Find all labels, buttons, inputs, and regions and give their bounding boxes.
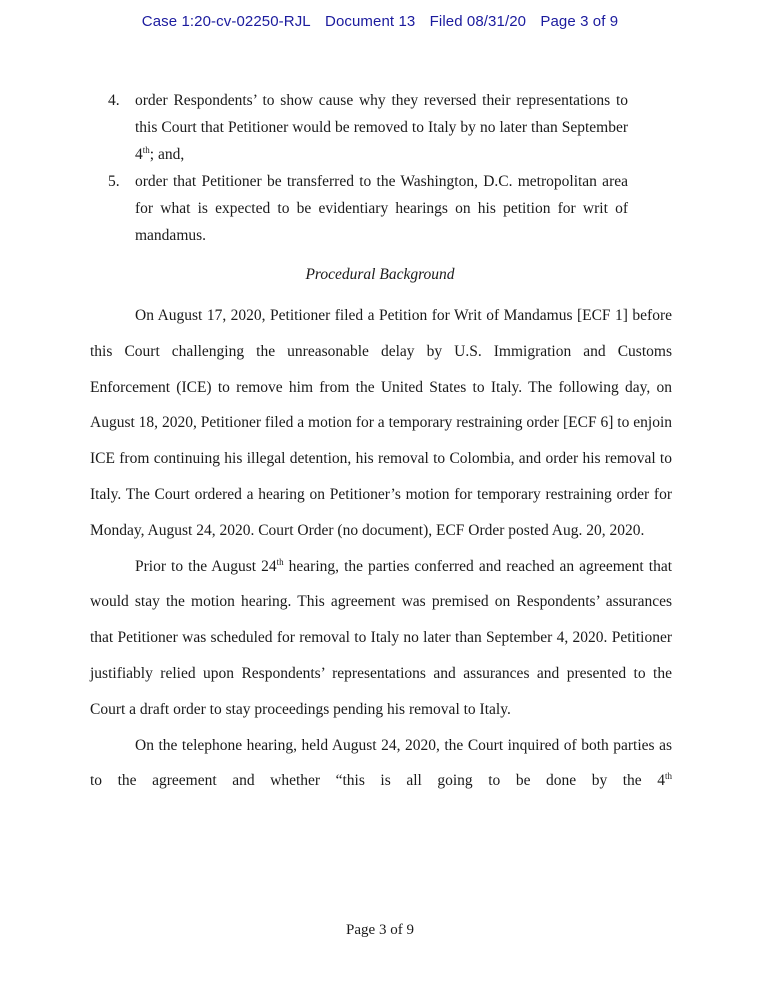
- section-heading: Procedural Background: [305, 266, 455, 283]
- superscript: th: [142, 145, 150, 155]
- list-item-number: 5.: [108, 173, 120, 190]
- list-item-number: 4.: [108, 92, 120, 109]
- page-footer: Page 3 of 9: [346, 922, 414, 938]
- list-item-text: order that Petitioner be transferred to the Washington, D.C. metropolitan area for what is expected to be evidentiary hearings on his petition for writ of mandamus.: [135, 173, 628, 244]
- superscript: th: [276, 556, 284, 567]
- paragraph: On August 17, 2020, Petitioner filed a Petition for Writ of Mandamus [ECF 1] before this Court challenging the unreasonable delay by U.S. Immigration and Customs Enforcement (ICE) to remove him from the United States to Italy. The following day, on August 18, 2020, Petitioner filed a motion for a temporary restraining order [ECF 6] to enjoin ICE from continuing his illegal detention, his removal to Colombia, and order his removal to Italy. The Court ordered a hearing on Petitioner’s motion for temporary restraining order for Monday, August 24, 2020. Court Order (no document), ECF Order posted Aug. 20, 2020.: [90, 307, 672, 539]
- header-page-number: Page 3 of 9: [540, 13, 619, 30]
- superscript: th: [664, 771, 672, 782]
- paragraph-text-part: Prior to the August 24: [135, 557, 277, 575]
- document-number: Document 13: [325, 13, 416, 30]
- body-text: [90, 298, 672, 799]
- list-item: [108, 168, 628, 249]
- list-item-text: [135, 87, 628, 168]
- filed-date: Filed 08/31/20: [429, 13, 527, 30]
- ecf-filing-header: [0, 13, 760, 30]
- list-item: [108, 87, 628, 168]
- requested-relief-list: [108, 87, 628, 249]
- list-item-text-part: order Respondents’ to show cause why they reversed their representations to this Court that Petitioner would be removed to Italy by no later than September 4: [135, 92, 628, 163]
- paragraph: [90, 549, 672, 728]
- paragraph: [90, 728, 672, 800]
- list-item-text-part: ; and,: [149, 146, 185, 163]
- case-number: Case 1:20-cv-02250-RJL: [141, 13, 311, 30]
- paragraph-text-part: On the telephone hearing, held August 24, 2020, the Court inquired of both parties as to the agreement and whether “this is all going to be done by the 4: [90, 736, 672, 790]
- paragraph-text-part: hearing, the parties conferred and reached an agreement that would stay the motion hearing. This agreement was premised on Respondents’ assurances that Petitioner was scheduled for removal to Italy no later than September 4, 2020. Petitioner justifiably relied upon Respondents’ representations and assurances and presented to the Court a draft order to stay proceedings pending his removal to Italy.: [90, 557, 672, 718]
